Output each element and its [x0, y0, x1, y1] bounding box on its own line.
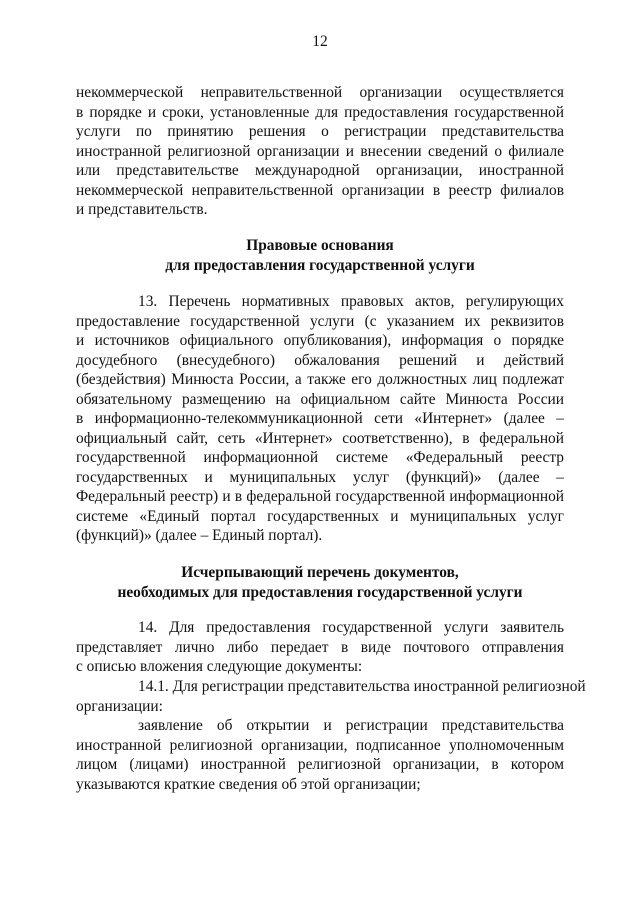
text-line: с описью вложения следующие документы: [76, 658, 363, 675]
text-line: (функций)» (далее – Единый портал). [76, 527, 323, 544]
text-line: предоставление государственной услуги (с указанием их реквизитов [76, 312, 564, 330]
text-line: обязательному размещению на официальном сайте Минюста России [76, 390, 564, 408]
text-line: и представительств. [76, 201, 208, 218]
text-line: организации: [76, 697, 163, 715]
para-14-1 [76, 677, 586, 716]
text-line: системе «Единый портал государственных и муниципальных услуг [76, 507, 564, 525]
text-line: услуги по принятию решения о регистрации представительства [76, 123, 564, 140]
para-14 [76, 618, 564, 677]
text-line: заявление об открытии и регистрации представительства [138, 717, 564, 734]
page-number: 12 [312, 33, 328, 50]
heading-line: необходимых для предоставления государственной услуги [117, 583, 523, 601]
text-line: лицом (лицами) иностранной религиозной организации, в котором [76, 756, 564, 773]
text-line: государственных и муниципальных услуг (функций)» (далее – [76, 468, 564, 486]
heading-line: для предоставления государственной услуги [165, 256, 475, 274]
para-continuation [76, 83, 564, 220]
text-line: государственной информационной системе «Федеральный реестр [76, 449, 564, 466]
heading-legal-basis [76, 236, 564, 275]
heading-line: Правовые основания [246, 237, 394, 254]
text-line: и источников официального опубликования), информация о порядке [76, 332, 564, 349]
text-line: 13. Перечень нормативных правовых актов, регулирующих [138, 293, 564, 310]
heading-documents-list [76, 563, 564, 602]
text-line: в порядке и сроки, установленные для предоставления государственной [76, 103, 564, 121]
text-line: досудебного (внесудебного) обжалования решений и действий [76, 351, 564, 369]
text-line: представляет лично либо передает в виде почтового отправления [76, 638, 564, 656]
text-line: указываются краткие сведения об этой организации; [76, 775, 421, 793]
text-line: официальный сайт, сеть «Интернет» соответственно), в федеральной [76, 429, 564, 447]
text-line: некоммерческой неправительственной организации в реестр филиалов [76, 181, 564, 199]
text-line: Федеральный реестр) и в федеральной государственной информационной [76, 488, 564, 505]
text-line: иностранной религиозной организации и внесении сведений о филиале [76, 142, 564, 160]
text-line: некоммерческой неправительственной организации осуществляется [76, 84, 564, 101]
text-line: или представительстве международной организации, иностранной [76, 162, 564, 179]
text-line: в информационно-телекоммуникационной сети «Интернет» (далее – [76, 410, 564, 427]
text-line: 14. Для предоставления государственной услуги заявитель [138, 619, 564, 636]
heading-line: Исчерпывающий перечень документов, [181, 564, 459, 581]
para-13 [76, 292, 564, 546]
text-line: иностранной религиозной организации, подписанное уполномоченным [76, 736, 564, 754]
para-application [76, 716, 564, 794]
text-line: (бездействия) Минюста России, а также его должностных лиц подлежат [76, 371, 564, 388]
text-line: 14.1. Для регистрации представительства иностранной религиозной [138, 678, 586, 695]
